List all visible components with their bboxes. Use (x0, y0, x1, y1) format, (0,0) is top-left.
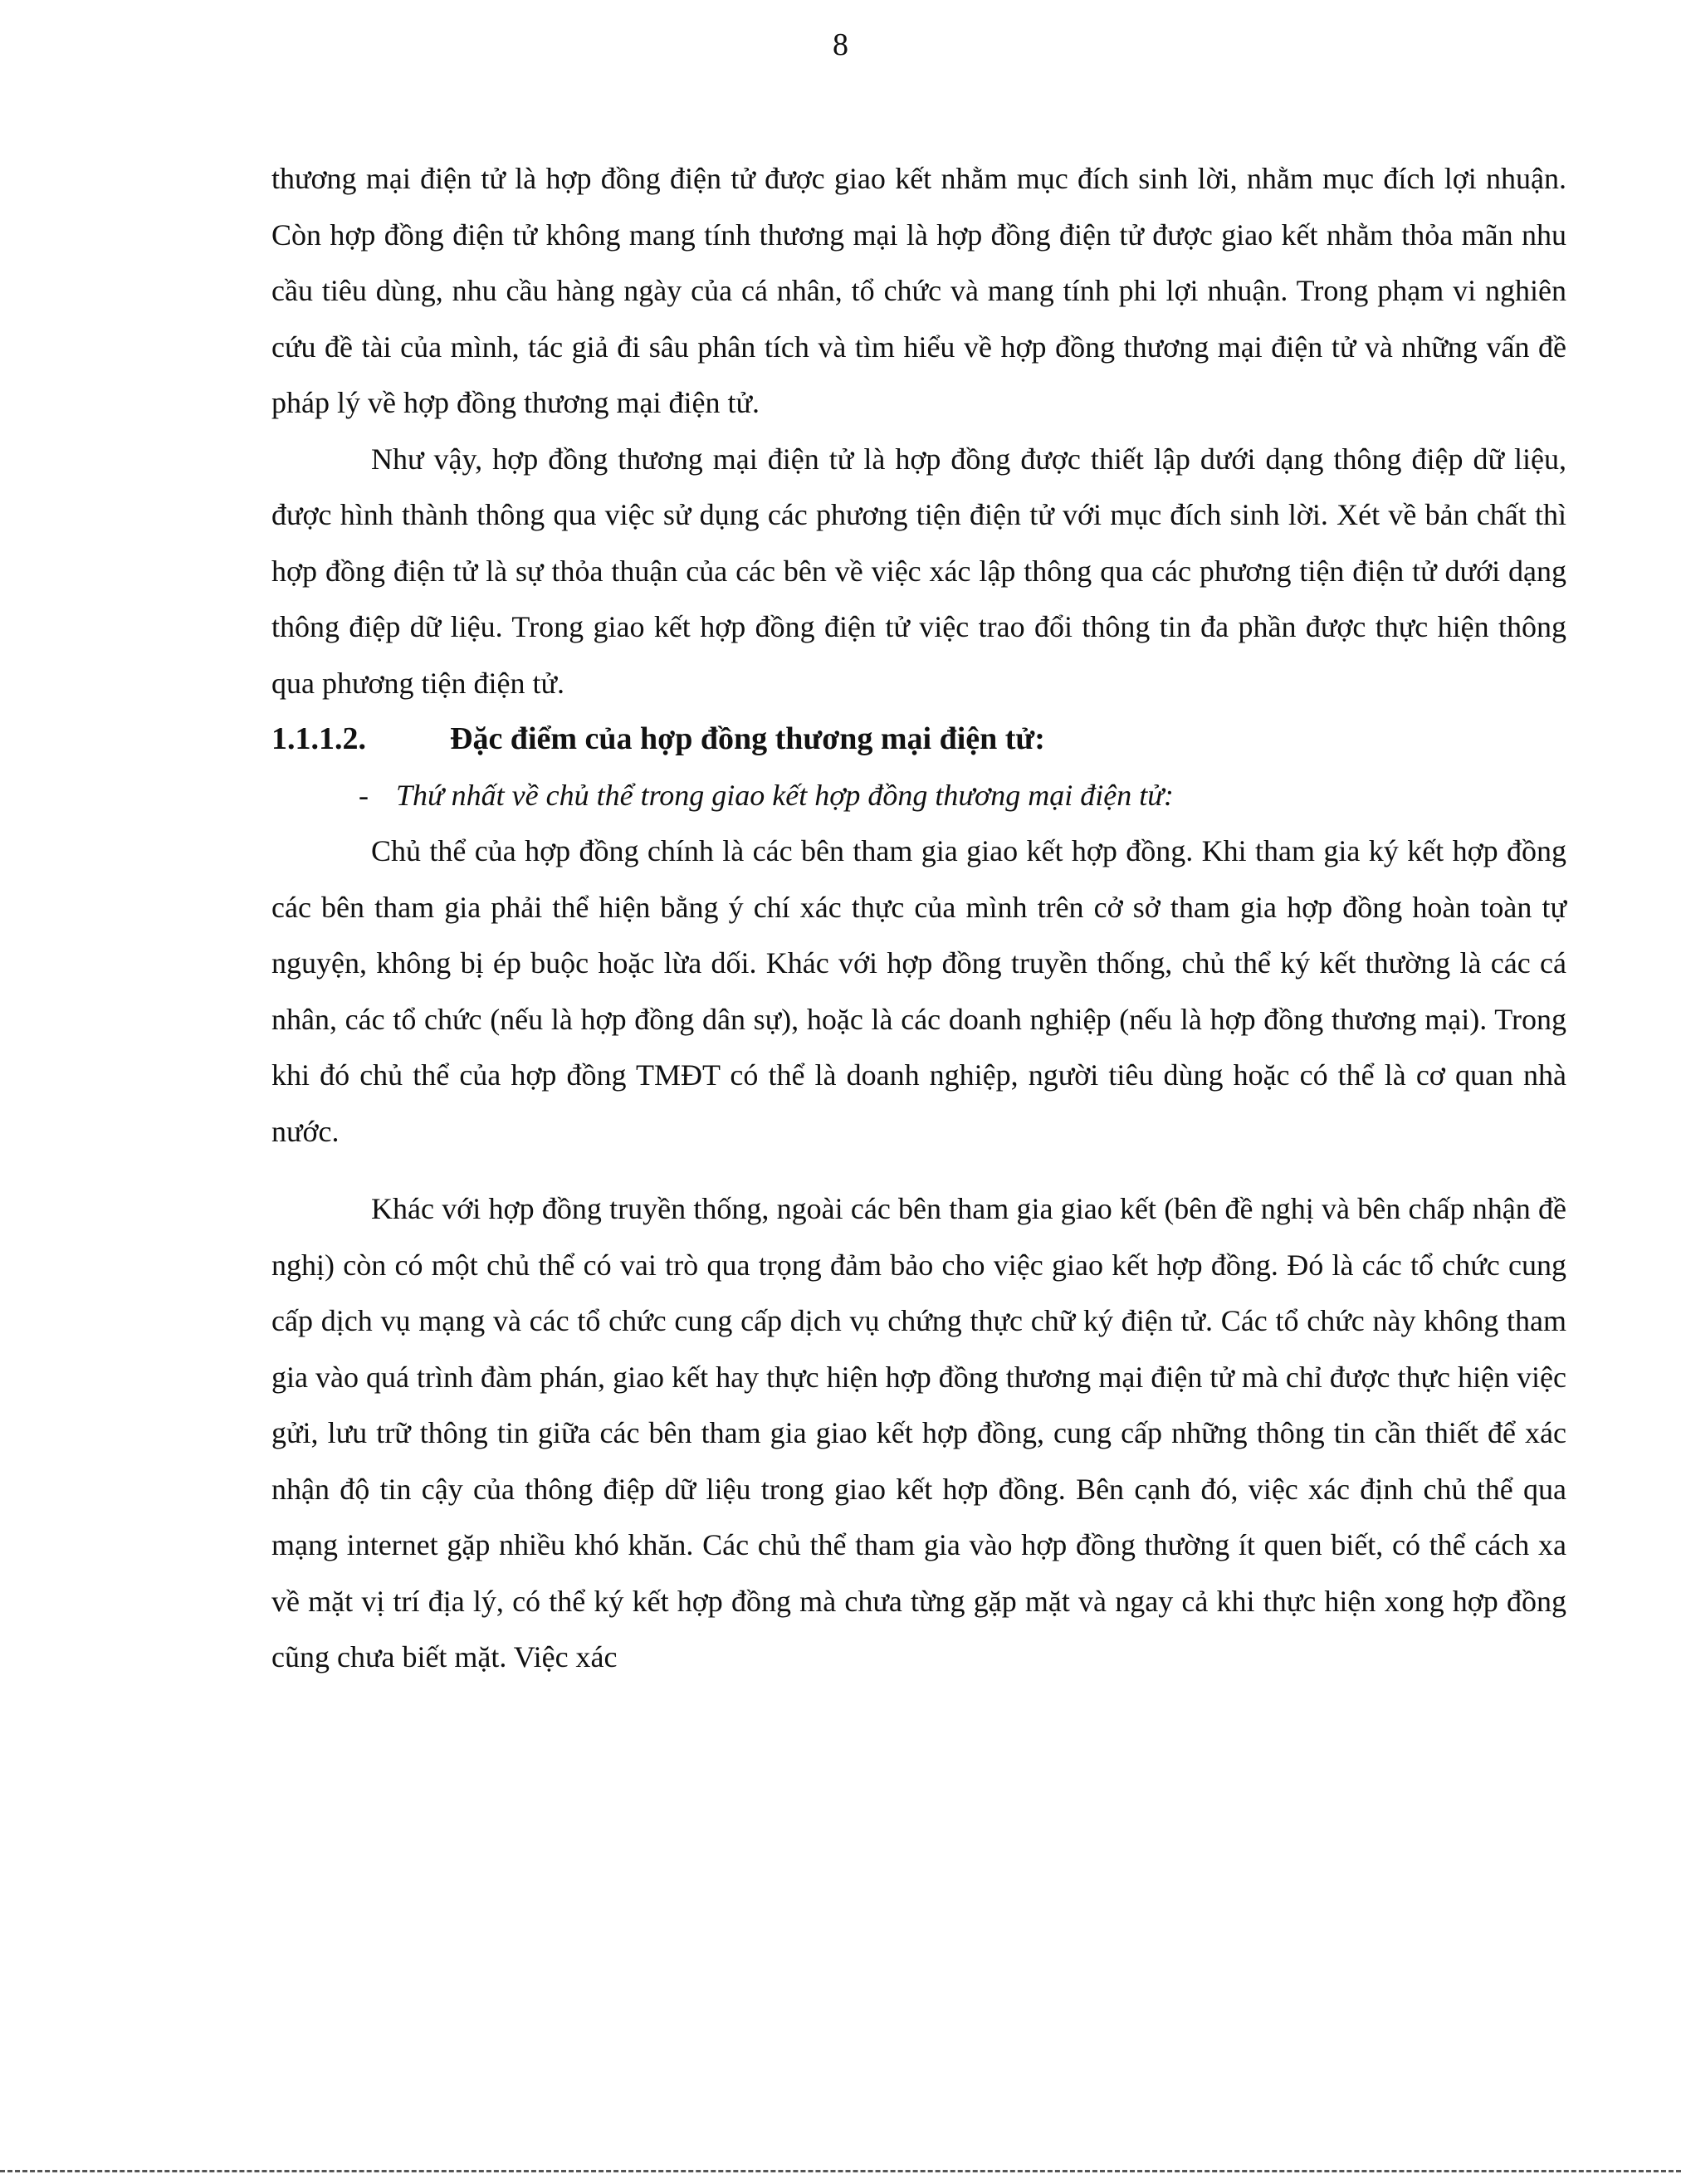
section-number: 1.1.1.2. (271, 721, 366, 756)
bullet-item (271, 768, 1566, 824)
page-number: 8 (833, 27, 848, 62)
section-heading (271, 711, 1566, 768)
section-title: Đặc điểm của hợp đồng thương mại điện tử: (450, 721, 1045, 756)
paragraph-subject: Chủ thể của hợp đồng chính là các bên tham gia giao kết hợp đồng. Khi tham gia ký kết hợp đồng các bên tham gia phải thể hiện bằng ý chí xác thực của mình trên cở sở tham gia hợp đồng hoàn toàn tự nguyện, không bị ép buộc hoặc lừa dối. Khác với hợp đồng truyền thống, chủ thể ký kết thường là các cá nhân, các tổ chức (nếu là hợp đồng dân sự), hoặc là các doanh nghiệp (nếu là hợp đồng thương mại). Trong khi đó chủ thể của hợp đồng TMĐT có thể là doanh nghiệp, người tiêu dùng hoặc có thể là cơ quan nhà nước. (271, 834, 1566, 1148)
paragraph-definition: Như vậy, hợp đồng thương mại điện tử là hợp đồng được thiết lập dưới dạng thông điệp dữ liệu, được hình thành thông qua việc sử dụng các phương tiện điện tử với mục đích sinh lời. Xét về bản chất thì hợp đồng điện tử là sự thỏa thuận của các bên về việc xác lập thông qua các phương tiện điện tử dưới dạng thông điệp dữ liệu. Trong giao kết hợp đồng điện tử việc trao đổi thông tin đa phần được thực hiện thông qua phương tiện điện tử. (271, 442, 1566, 700)
document-body (271, 151, 1566, 1686)
bullet-text: Thứ nhất về chủ thể trong giao kết hợp đồng thương mại điện tử: (396, 778, 1174, 812)
page-bottom-divider (0, 2170, 1681, 2172)
paragraph-service-providers: Khác với hợp đồng truyền thống, ngoài các bên tham gia giao kết (bên đề nghị và bên chấp nhận đề nghị) còn có một chủ thể có vai trò qua trọng đảm bảo cho việc giao kết hợp đồng. Đó là các tổ chức cung cấp dịch vụ mạng và các tổ chức cung cấp dịch vụ chứng thực chữ ký điện tử. Các tổ chức này không tham gia vào quá trình đàm phán, giao kết hay thực hiện hợp đồng thương mại điện tử mà chỉ được thực hiện việc gửi, lưu trữ thông tin giữa các bên tham gia giao kết hợp đồng, cung cấp những thông tin cần thiết để xác nhận độ tin cậy của thông điệp dữ liệu trong giao kết hợp đồng. Bên cạnh đó, việc xác định chủ thể qua mạng internet gặp nhiều khó khăn. Các chủ thể tham gia vào hợp đồng thường ít quen biết, có thể cách xa về mặt vị trí địa lý, có thể ký kết hợp đồng mà chưa từng gặp mặt và ngay cả khi thực hiện xong hợp đồng cũng chưa biết mặt. Việc xác (271, 1192, 1566, 1673)
paragraph-continuation: thương mại điện tử là hợp đồng điện tử được giao kết nhằm mục đích sinh lời, nhằm mục đích lợi nhuận. Còn hợp đồng điện tử không mang tính thương mại là hợp đồng điện tử được giao kết nhằm thỏa mãn nhu cầu tiêu dùng, nhu cầu hàng ngày của cá nhân, tổ chức và mang tính phi lợi nhuận. Trong phạm vi nghiên cứu đề tài của mình, tác giả đi sâu phân tích và tìm hiểu về hợp đồng thương mại điện tử và những vấn đề pháp lý về hợp đồng thương mại điện tử. (271, 162, 1566, 419)
bullet-dash: - (359, 778, 369, 812)
